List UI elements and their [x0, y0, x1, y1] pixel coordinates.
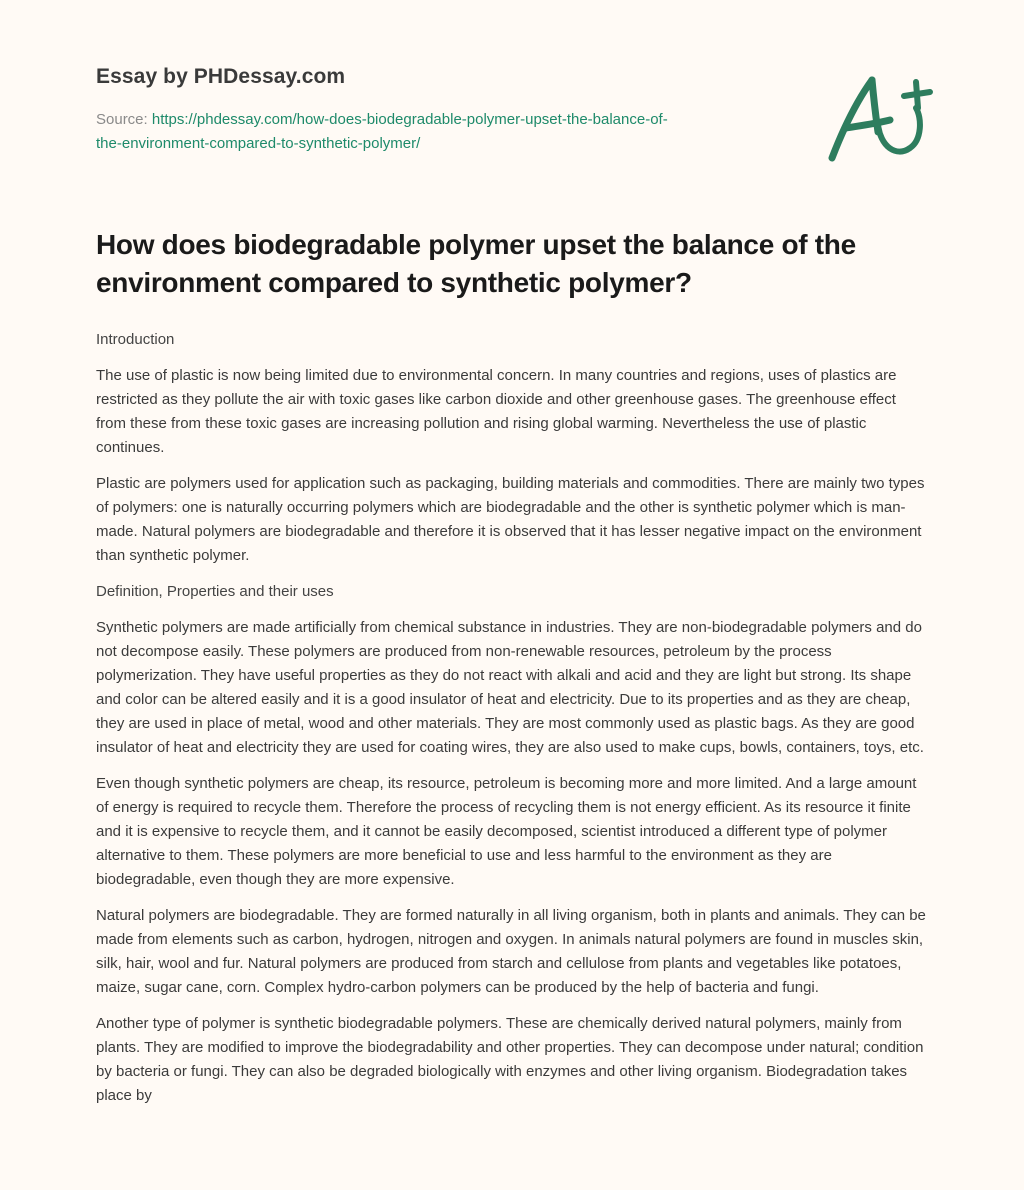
paragraph: Another type of polymer is synthetic biodegradable polymers. These are chemically derived natural polymers, mainly from plants. They are modified to improve the biodegradability and other properties. They can decompose under natural; condition by bacteria or fungi. They can also be degraded biologically with enzymes and other living organism. Biodegradation takes place by: [96, 1015, 924, 1104]
paragraph: Even though synthetic polymers are cheap, its resource, petroleum is becoming more and more limited. And a large amount of energy is required to recycle them. Therefore the process of recycling them is not energy efficient. As its resource it finite and it is expensive to recycle them, and it cannot be easily decomposed, scientist introduced a different type of polymer alternative to them. These polymers are more beneficial to use and less harmful to the environment as they are biodegradable, even though they are more expensive.: [96, 775, 917, 888]
source-line: [96, 108, 796, 156]
page-header: [96, 62, 796, 156]
paragraph: Plastic are polymers used for application such as packaging, building materials and commodities. There are mainly two types of polymers: one is naturally occurring polymers which are biodegradable and the other is synthetic polymer which is man-made. Natural polymers are biodegradable and therefore it is observed that it has lesser negative impact on the environment than synthetic polymer.: [96, 475, 925, 564]
paragraph: The use of plastic is now being limited due to environmental concern. In many countries and regions, uses of plastics are restricted as they pollute the air with toxic gases like carbon dioxide and other greenhouse gases. The greenhouse effect from these from these toxic gases are increasing pollution and rising global warming. Nevertheless the use of plastic continues.: [96, 367, 897, 456]
source-link-line2: the-environment-compared-to-synthetic-polymer/: [96, 135, 421, 152]
site-brand: Essay by PHDessay.com: [96, 65, 346, 88]
paragraph: Synthetic polymers are made artificially from chemical substance in industries. They are non-biodegradable polymers and do not decompose easily. These polymers are produced from non-renewable resources, petroleum by the process polymerization. They have useful properties as they do not react with alkali and acid and they are light but strong. Its shape and color can be altered easily and it is a good insulator of heat and electricity. Due to its properties and as they are cheap, they are used in place of metal, wood and other materials. They are most commonly used as plastic bags. As they are good insulator of heat and electricity they are used for coating wires, they are also used to make cups, bowls, containers, toys, etc.: [96, 619, 924, 756]
paragraph: Natural polymers are biodegradable. They are formed naturally in all living organism, both in plants and animals. They can be made from elements such as carbon, hydrogen, nitrogen and oxygen. In animals natural polymers are found in muscles skin, silk, hair, wool and fur. Natural polymers are produced from starch and cellulose from plants and vegetables like potatoes, maize, sugar cane, corn. Complex hydro-carbon polymers can be produced by the help of bacteria and fungi.: [96, 907, 926, 996]
a-plus-grade-icon: [818, 62, 938, 172]
section-heading-introduction: Introduction: [96, 331, 175, 348]
source-link[interactable]: [96, 111, 668, 152]
source-label: Source:: [96, 111, 152, 128]
source-link-line1: https://phdessay.com/how-does-biodegradable-polymer-upset-the-balance-of-: [151, 111, 668, 128]
article-title: How does biodegradable polymer upset the balance of the environment compared to synthetic polymer?: [96, 229, 856, 298]
article: [96, 226, 926, 1120]
section-heading-definition: Definition, Properties and their uses: [96, 583, 334, 600]
